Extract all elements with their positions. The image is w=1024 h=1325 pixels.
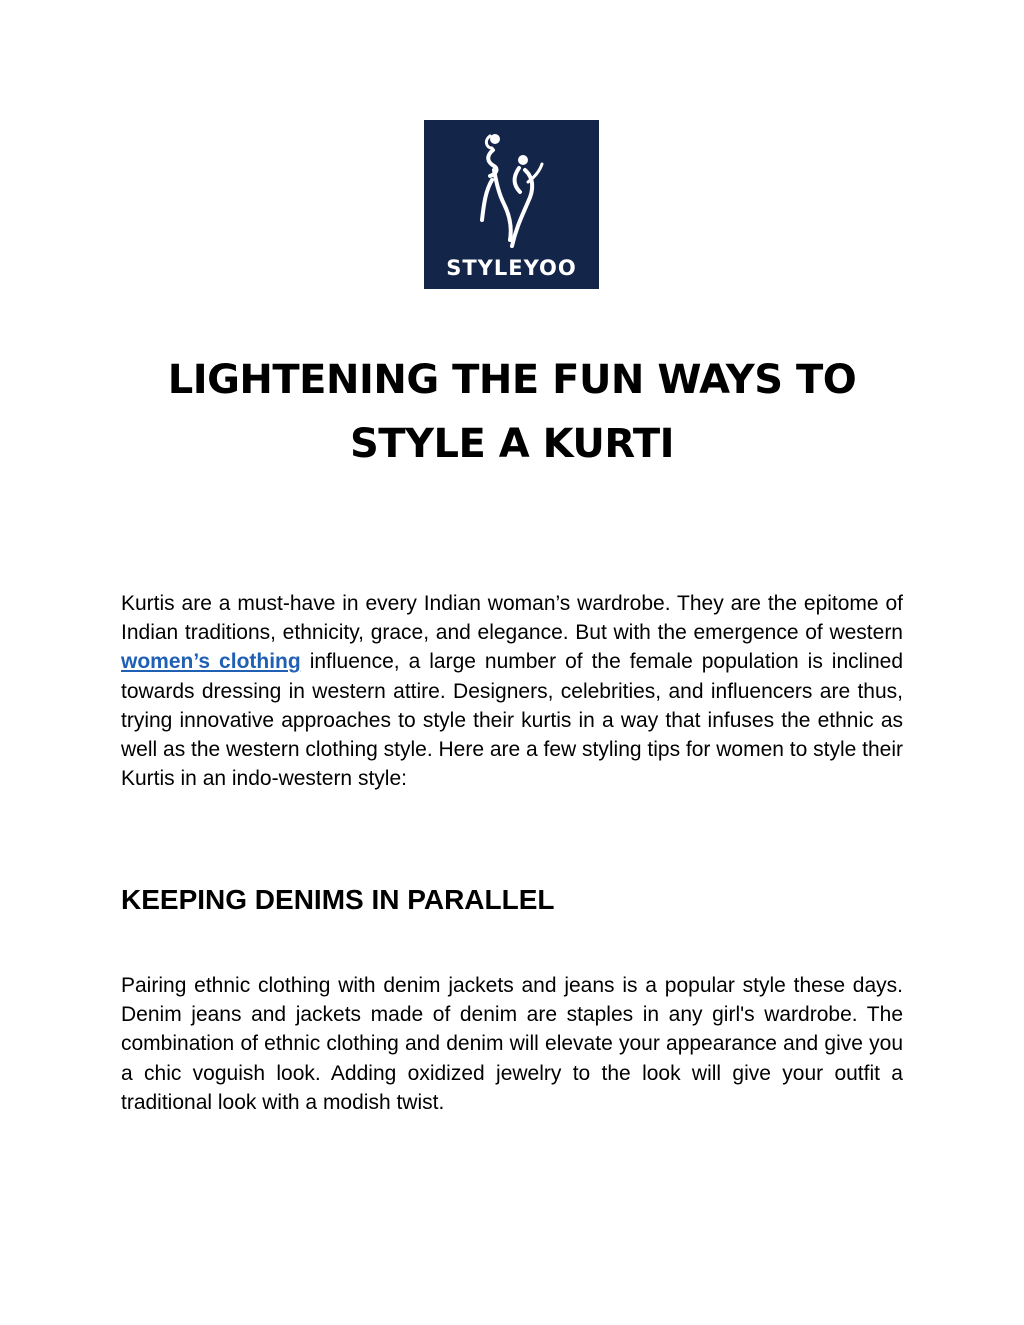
logo-brand-text: STYLEYOO (446, 256, 577, 280)
styleyoo-logo (424, 120, 599, 289)
womens-clothing-link[interactable]: women’s clothing (121, 650, 301, 674)
intro-text-after-link: influence, a large number of the female population is inclined towards dressing in western attire. Designers, celebrities, and influencers are thus, trying innovative approaches to style their kurtis in a way that infuses the ethnic as well as the western clothing style. Here are a few styling tips for women to style their Kurtis in an indo-western style: (121, 650, 904, 791)
section-paragraph: Pairing ethnic clothing with denim jackets and jeans is a popular style these days. Denim jeans and jackets made of denim are staples in any girl's wardrobe. The combination of ethnic clothing and denim will elevate your appearance and give you a chic voguish look. Adding oxidized jewelry to the look will give your outfit a traditional look with a modish twist. (121, 974, 903, 1114)
intro-text-before-link: Kurtis are a must-have in every Indian woman’s wardrobe. They are the epitome of Indian traditions, ethnicity, grace, and elegance. But with the emergence of western (121, 592, 903, 645)
intro-paragraph (121, 589, 903, 793)
section-heading: KEEPING DENIMS IN PARALLEL (121, 884, 555, 915)
page-title: LIGHTENING THE FUN WAYS TO STYLE A KURTI (167, 357, 857, 467)
